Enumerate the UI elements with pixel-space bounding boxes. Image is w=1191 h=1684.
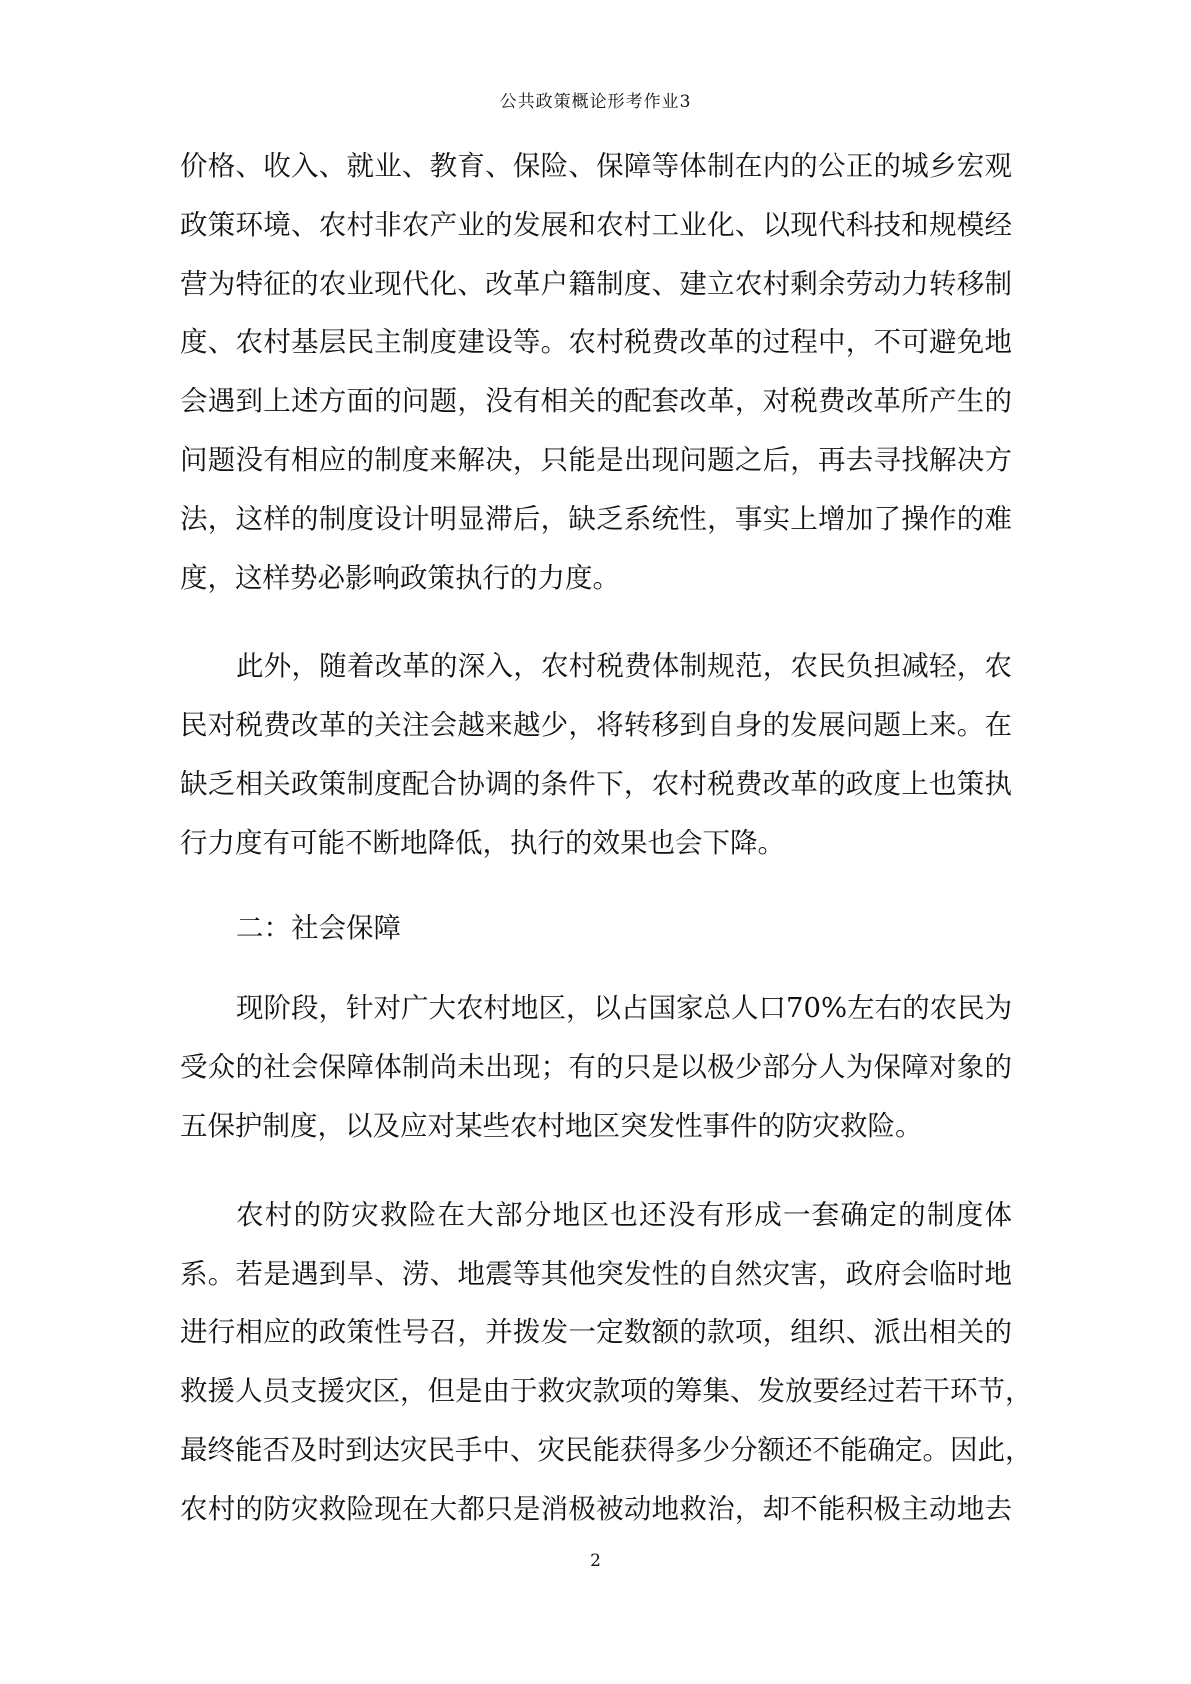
text-line: 农村的防灾救险现在大都只是消极被动地救治，却不能积极主动地去 [180,1492,1012,1525]
text-line: 问题没有相应的制度来解决，只能是出现问题之后，再去寻找解决方 [180,443,1012,476]
body-text [180,137,1033,1539]
text-line: 救援人员支援灾区，但是由于救灾款项的筹集、发放要经过若干环节， [180,1375,1033,1408]
paragraph-4 [180,1186,1033,1539]
text-line: 度、农村基层民主制度建设等。农村税费改革的过程中，不可避免地 [180,326,1012,359]
running-header: 公共政策概论形考作业3 [499,92,692,112]
text-line: 受众的社会保障体制尚未出现；有的只是以极少部分人为保障对象的 [180,1051,1012,1084]
page-number: 2 [590,1551,601,1571]
text-line: 政策环境、农村非农产业的发展和农村工业化、以现代科技和规模经 [180,208,1012,241]
text-line: 度，这样势必影响政策执行的力度。 [180,561,620,594]
text-line: 行力度有可能不断地降低，执行的效果也会下降。 [180,826,785,859]
text-line: 法，这样的制度设计明显滞后，缺乏系统性，事实上增加了操作的难 [180,502,1012,535]
paragraph-3 [180,979,1012,1155]
text-line: 系。若是遇到旱、涝、地震等其他突发性的自然灾害，政府会临时地 [180,1257,1012,1290]
paragraph-1 [180,137,1012,607]
text-line: 缺乏相关政策制度配合协调的条件下，农村税费改革的政度上也策执 [180,767,1012,800]
text-line: 五保护制度，以及应对某些农村地区突发性事件的防灾救险。 [180,1109,923,1142]
text-line: 最终能否及时到达灾民手中、灾民能获得多少分额还不能确定。因此， [180,1433,1033,1466]
text-line: 会遇到上述方面的问题，没有相关的配套改革，对税费改革所产生的 [180,385,1012,418]
text-line: 价格、收入、就业、教育、保险、保障等体制在内的公正的城乡宏观 [180,150,1012,182]
text-line: 民对税费改革的关注会越来越少，将转移到自身的发展问题上来。在 [180,709,1012,742]
section-heading-social-security [180,899,1012,958]
paragraph-2 [180,637,1012,872]
text-line: 进行相应的政策性号召，并拨发一定数额的款项，组织、派出相关的 [180,1316,1012,1349]
text-line: 农村的防灾救险在大部分地区也还没有形成一套确定的制度体 [236,1198,1012,1231]
text-line: 此外，随着改革的深入，农村税费体制规范，农民负担减轻，农 [236,650,1012,683]
section-heading: 二：社会保障 [236,911,401,944]
text-line: 营为特征的农业现代化、改革户籍制度、建立农村剩余劳动力转移制 [180,267,1012,300]
text-line: 现阶段，针对广大农村地区，以占国家总人口70%左右的农民为 [236,992,1013,1025]
